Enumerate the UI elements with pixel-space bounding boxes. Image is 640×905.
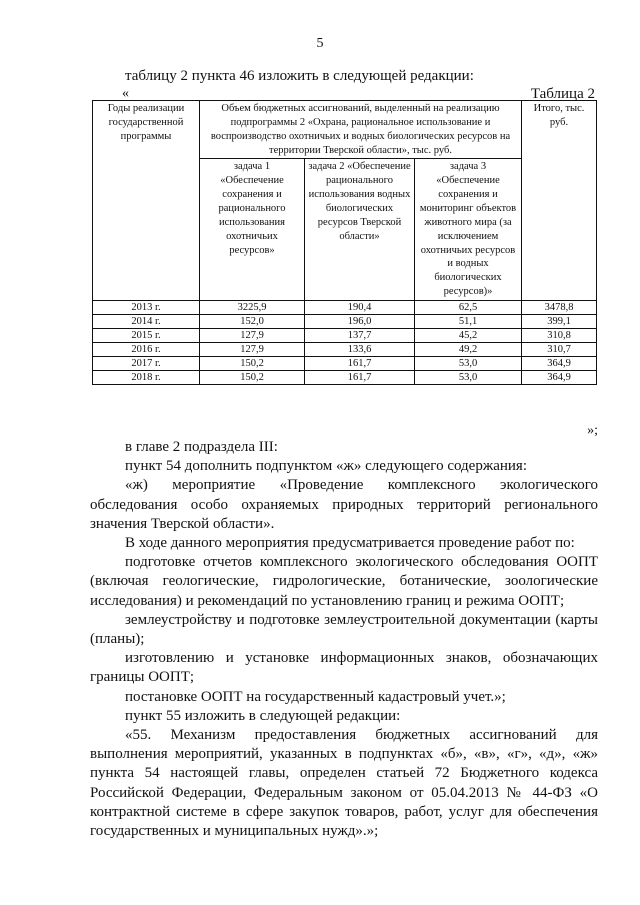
cell-total: 3478,8 xyxy=(522,301,597,315)
table-row xyxy=(93,315,597,329)
cell-task-3: 53,0 xyxy=(415,371,522,385)
cell-task-2: 161,7 xyxy=(305,371,415,385)
cell-task-2: 196,0 xyxy=(305,315,415,329)
page-number: 5 xyxy=(316,36,324,51)
paragraph: в главе 2 подраздела III: xyxy=(125,439,278,455)
table-row xyxy=(93,357,597,371)
header-task-2: задача 2 «Обеспечение рационального использования водных биологических ресурсов Тверской области» xyxy=(305,159,415,301)
header-task-3: задача 3 «Обеспечение сохранения и мониторинг объектов животного мира (за исключением охотничьих ресурсов и водных биологических ресурсов)» xyxy=(415,159,522,301)
paragraph: «ж) мероприятие «Проведение комплексного экологического обследования особо охраняемых природных территорий регионального значения Тверской области». xyxy=(90,477,598,532)
paragraph: подготовке отчетов комплексного экологического обследования ООПТ (включая геологические, гидрологические, ботанические, зоологические исследования) и рекомендаций по установлению границ и режима ООПТ; xyxy=(90,554,598,609)
table-row xyxy=(93,343,597,357)
cell-task-3: 62,5 xyxy=(415,301,522,315)
header-volume: Объем бюджетных ассигнований, выделенный на реализацию подпрограммы 2 «Охрана, рациональное использование и воспроизводство охотничьих и водных биологических ресурсов на территории Тверской области», тыс. руб. xyxy=(200,101,522,159)
cell-total: 310,8 xyxy=(522,329,597,343)
cell-total: 364,9 xyxy=(522,371,597,385)
paragraph: пункт 55 изложить в следующей редакции: xyxy=(125,707,401,724)
cell-year: 2017 г. xyxy=(93,357,200,371)
budget-table xyxy=(92,100,597,385)
cell-task-1: 3225,9 xyxy=(200,301,305,315)
cell-year: 2014 г. xyxy=(93,315,200,329)
paragraph: постановке ООПТ на государственный кадастровый учет.»; xyxy=(125,688,506,705)
opening-quote: « xyxy=(122,86,129,101)
paragraph: «55. Механизм предоставления бюджетных ассигнований для выполнения мероприятий, указанных в подпунктах «б», «в», «г», «д», «ж» пункта 54 настоящей главы, определен статьей 72 Бюджетного кодекса Российской Федерации, Федеральным законом от 05.04.2013 № 44-ФЗ «О контрактной системе в сфере закупок товаров, работ, услуг для обеспечения государственных и муниципальных нужд».»; xyxy=(90,727,598,840)
cell-task-1: 152,0 xyxy=(200,315,305,329)
header-total: Итого, тыс. руб. xyxy=(522,101,597,301)
cell-task-3: 51,1 xyxy=(415,315,522,329)
body-text xyxy=(90,438,598,841)
paragraph: изготовлению и установке информационных знаков, обозначающих границы ООПТ; xyxy=(90,650,598,686)
cell-total: 364,9 xyxy=(522,357,597,371)
intro-text: таблицу 2 пункта 46 изложить в следующей редакции: xyxy=(125,68,474,84)
header-years: Годы реализации государственной программы xyxy=(93,101,200,301)
cell-task-1: 150,2 xyxy=(200,371,305,385)
cell-task-1: 127,9 xyxy=(200,329,305,343)
cell-year: 2015 г. xyxy=(93,329,200,343)
cell-task-1: 127,9 xyxy=(200,343,305,357)
closing-quote: »; xyxy=(587,423,598,438)
table-row xyxy=(93,301,597,315)
cell-task-2: 161,7 xyxy=(305,357,415,371)
cell-task-2: 137,7 xyxy=(305,329,415,343)
table-caption: Таблица 2 xyxy=(530,86,595,102)
cell-year: 2013 г. xyxy=(93,301,200,315)
cell-task-2: 190,4 xyxy=(305,301,415,315)
paragraph: пункт 54 дополнить подпунктом «ж» следующего содержания: xyxy=(125,458,527,475)
cell-total: 310,7 xyxy=(522,343,597,357)
cell-task-1: 150,2 xyxy=(200,357,305,371)
table-row xyxy=(93,371,597,385)
cell-task-3: 49,2 xyxy=(415,343,522,357)
cell-year: 2016 г. xyxy=(93,343,200,357)
cell-total: 399,1 xyxy=(522,315,597,329)
paragraph: В ходе данного мероприятия предусматривается проведение работ по: xyxy=(125,535,575,552)
paragraph: землеустройству и подготовке землеустроительной документации (карты (планы); xyxy=(90,611,598,648)
cell-task-3: 53,0 xyxy=(415,357,522,371)
cell-year: 2018 г. xyxy=(93,371,200,385)
header-task-1: задача 1 «Обеспечение сохранения и рационального использования охотничьих ресурсов» xyxy=(200,159,305,301)
table-header-row xyxy=(93,101,597,159)
cell-task-3: 45,2 xyxy=(415,329,522,343)
cell-task-2: 133,6 xyxy=(305,343,415,357)
table-row xyxy=(93,329,597,343)
